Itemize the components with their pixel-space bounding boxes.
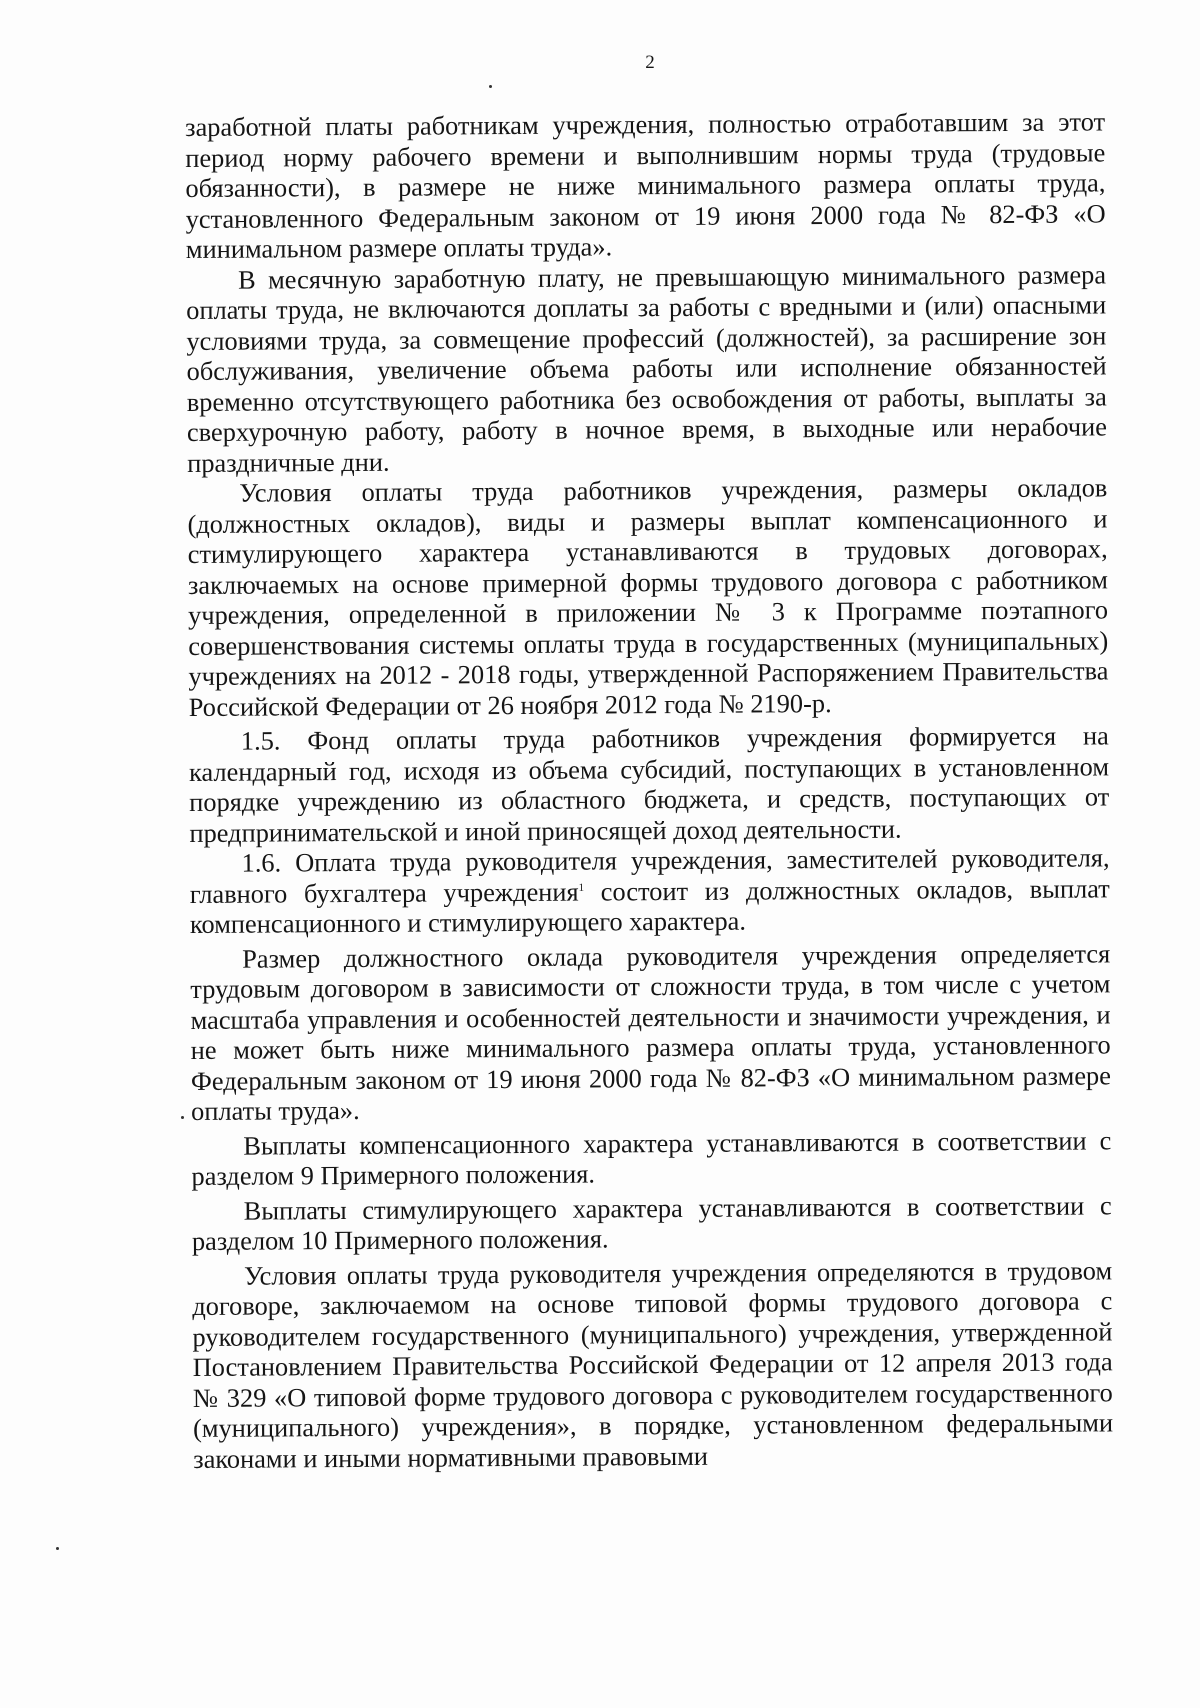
paragraph-4: 1.5. Фонд оплаты труда работников учреждения формируется на календарный год, исходя из объема субсидий, поступающих в установленном порядке учреждению из областного бюджета, и средств, поступающих от предпринимательской и иной приносящей доход деятельности.	[188, 720, 1110, 848]
scan-speck	[56, 1547, 59, 1550]
page-number: 2	[645, 52, 655, 73]
paragraph-8: Выплаты стимулирующего характера устанавливаются в соответствии с разделом 10 Примерного положения.	[191, 1189, 1112, 1256]
paragraph-5-text-before: 1.6. Оплата труда руководителя учреждения, заместителей руководителя, главного бухгалтера учреждения	[189, 842, 1110, 909]
scan-speck	[489, 85, 492, 88]
scan-speck	[181, 1116, 184, 1119]
paragraph-5-text-after: состоит из должностных окладов, выплат компенсационного и стимулирующего характера.	[189, 872, 1110, 939]
paragraph-6: Размер должностного оклада руководителя учреждения определяется трудовым договором в зависимости от сложности труда, в том числе с учетом масштаба управления и особенностей деятельности и значимости учреждения, и не может быть ниже минимального размера оплаты труда, установленного Федеральным законом от 19 июня 2000 года № 82-ФЗ «О минимальном размере оплаты труда».	[190, 937, 1111, 1126]
footnote-marker: 1	[578, 881, 585, 894]
paragraph-2: В месячную заработную плату, не превышающую минимального размера оплаты труда, не включаются доплаты за работы с вредными и (или) опасными условиями труда, за совмещение профессий (должностей), за расширение зон обслуживания, увеличение объема работы или исполнение обязанностей временно отсутствующего работника без освобождения от работы, выплаты за сверхурочную работу, работу в ночное время, в выходные или нерабочие праздничные дни.	[186, 258, 1108, 478]
paragraph-1: заработной платы работникам учреждения, полностью отработавшим за этот период норму рабочего времени и выполнившим нормы труда (трудовые обязанности), в размере не ниже минимального размера оплаты труда, установленного Федеральным законом от 19 июня 2000 года № 82-ФЗ «О минимальном размере оплаты труда».	[185, 106, 1106, 264]
paragraph-9: Условия оплаты труда руководителя учреждения определяются в трудовом договоре, заключаемом на основе типовой формы трудового договора с руководителем государственного (муниципального) учреждения, утвержденной Постановлением Правительства Российской Федерации от 12 апреля 2013 года № 329 «О типовой форме трудового договора с руководителем государственного (муниципального) учреждения», в порядке, установленном федеральными законами и иными нормативными правовыми	[192, 1254, 1114, 1474]
paragraph-3: Условия оплаты труда работников учреждения, размеры окладов (должностных окладов), виды и размеры выплат компенсационного и стимулирующего характера устанавливаются в трудовых договорах, заключаемых на основе примерной формы трудового договора с работником учреждения, определенной в приложении № 3 к Программе поэтапного совершенствования системы оплаты труда в государственных (муниципальных) учреждениях на 2012 - 2018 годы, утвержденной Распоряжением Правительства Российской Федерации от 26 ноября 2012 года № 2190-р.	[187, 472, 1109, 722]
paragraph-5	[189, 842, 1110, 939]
paragraph-7: Выплаты компенсационного характера устанавливаются в соответствии с разделом 9 Примерного положения.	[191, 1124, 1112, 1191]
document-body	[185, 106, 1113, 1474]
